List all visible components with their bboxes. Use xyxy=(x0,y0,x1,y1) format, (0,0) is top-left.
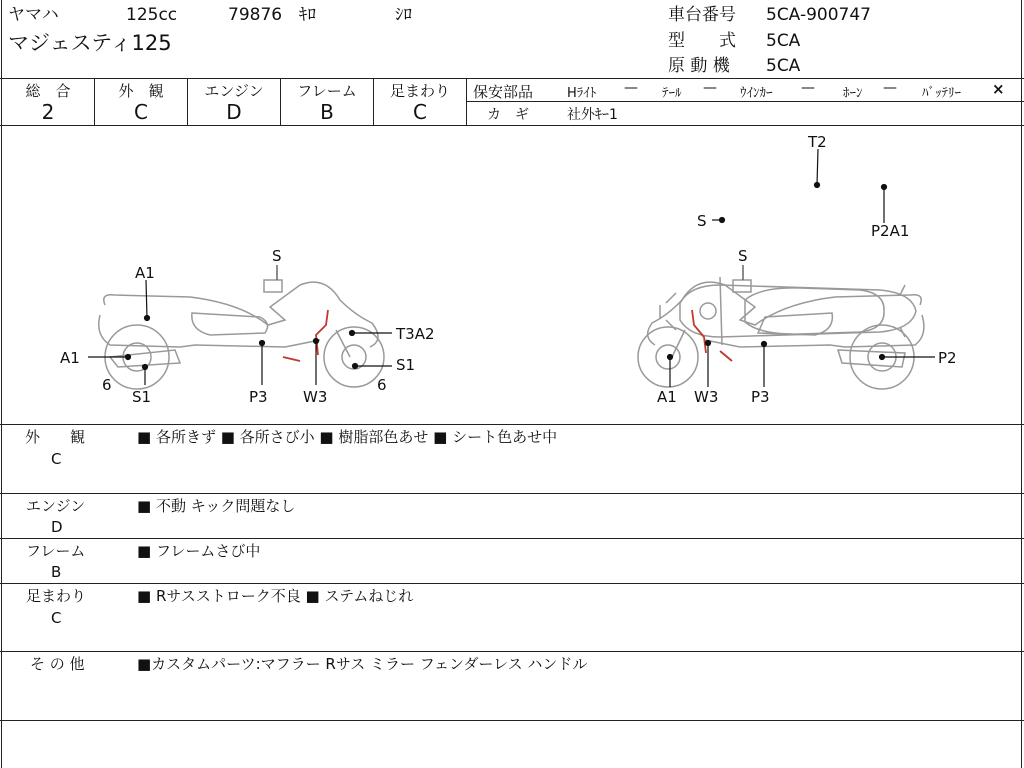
divider-remark-2 xyxy=(0,538,1024,539)
mileage-unit: ｷﾛ xyxy=(299,5,316,25)
label-top-T2: T2 xyxy=(808,133,827,151)
overall-label: 総 合 xyxy=(25,82,71,100)
frame-no-label: 車台番号 xyxy=(668,5,736,25)
engine-type-label: 原 動 機 xyxy=(668,56,730,76)
label-left-S: S xyxy=(272,247,282,265)
frame-no-value: 5CA-900747 xyxy=(766,5,871,25)
overall-grade: 2 xyxy=(41,100,55,124)
divider-remark-3 xyxy=(0,583,1024,584)
remark-frame-text: ■ フレームさび中 xyxy=(137,542,261,560)
label-right-A1: A1 xyxy=(657,388,677,406)
left-damage-mark-2 xyxy=(283,357,300,361)
divider-remark-5 xyxy=(0,720,1024,721)
maker-name: ヤマハ xyxy=(8,5,59,25)
engine-label: エンジン xyxy=(204,82,264,100)
type-label: 型 式 xyxy=(668,31,736,51)
taillight-status: — xyxy=(703,80,717,96)
damage-diagram xyxy=(0,125,1024,425)
safety-parts-label: 保安部品 xyxy=(473,83,534,101)
exterior-label: 外 観 xyxy=(118,82,164,100)
label-left-6a: 6 xyxy=(102,376,112,394)
label-left-A1-top: A1 xyxy=(135,264,155,282)
horn-status: — xyxy=(883,80,897,96)
label-top-P2A1: P2A1 xyxy=(871,222,910,240)
engine-grade: D xyxy=(226,100,242,124)
label-left-T3A2: T3A2 xyxy=(396,325,435,343)
right-damage-mark-2 xyxy=(720,351,732,361)
remark-other-label: そ の 他 xyxy=(30,655,85,673)
divider-remark-4 xyxy=(0,651,1024,652)
key-label: カ ギ xyxy=(487,107,529,123)
remark-suspension-text: ■ Rサスストローク不良 ■ ステムねじれ xyxy=(137,587,414,605)
remark-suspension-grade: C xyxy=(51,609,62,627)
type-value: 5CA xyxy=(766,31,801,51)
left-view-scooter xyxy=(99,280,384,389)
headlight-status: — xyxy=(624,80,638,96)
label-left-S1-bottom: S1 xyxy=(132,388,152,406)
remark-frame-label: フレーム xyxy=(26,542,86,560)
label-top-S: S xyxy=(697,212,707,230)
remark-other-text: ■カスタムパーツ:マフラー Rサス ミラー フェンダーレス ハンドル xyxy=(137,655,588,673)
label-right-P2: P2 xyxy=(938,349,957,367)
divider-header xyxy=(0,78,1024,79)
label-right-P3: P3 xyxy=(751,388,770,406)
remark-frame-grade: B xyxy=(51,563,62,581)
label-right-W3: W3 xyxy=(694,388,719,406)
label-left-6b: 6 xyxy=(377,376,387,394)
remark-engine-grade: D xyxy=(51,518,63,536)
left-damage-mark-1 xyxy=(316,310,328,355)
safety-row-divider xyxy=(466,101,1024,102)
battery-status: × xyxy=(992,80,1005,98)
frame-label: フレーム xyxy=(297,82,357,100)
battery-label: ﾊﾞｯﾃﾘｰ xyxy=(922,86,961,101)
remark-exterior-grade: C xyxy=(51,450,62,468)
divider-remark-1 xyxy=(0,493,1024,494)
color-value: ｼﾛ xyxy=(395,5,412,25)
right-view-scooter xyxy=(638,280,924,389)
remark-exterior-label: 外 観 xyxy=(25,428,86,446)
winker-label: ｳｲﾝｶｰ xyxy=(740,86,773,101)
mileage: 79876 xyxy=(228,5,283,25)
label-left-P3: P3 xyxy=(249,388,268,406)
remark-suspension-label: 足まわり xyxy=(26,587,87,605)
model-name: マジェスティ125 xyxy=(8,31,172,55)
suspension-grade: C xyxy=(413,100,427,124)
remark-engine-text: ■ 不動 キック問題なし xyxy=(137,497,296,515)
winker-status: — xyxy=(801,80,815,96)
exterior-grade: C xyxy=(134,100,148,124)
right-damage-mark-1 xyxy=(692,310,706,353)
engine-type-value: 5CA xyxy=(766,56,801,76)
taillight-label: ﾃｰﾙ xyxy=(662,86,682,101)
remark-engine-label: エンジン xyxy=(26,497,86,515)
horn-label: ﾎｰﾝ xyxy=(843,86,863,101)
suspension-label: 足まわり xyxy=(389,82,450,100)
displacement: 125cc xyxy=(126,5,178,25)
label-right-S: S xyxy=(738,247,748,265)
key-value: 社外ｷｰ1 xyxy=(567,107,618,123)
label-left-W3: W3 xyxy=(303,388,328,406)
frame-grade: B xyxy=(320,100,334,124)
headlight-label: Hﾗｲﾄ xyxy=(567,86,597,101)
label-left-S1-right: S1 xyxy=(396,356,416,374)
remark-exterior-text: ■ 各所きず ■ 各所さび小 ■ 樹脂部色あせ ■ シート色あせ中 xyxy=(137,428,558,446)
label-left-A1-side: A1 xyxy=(60,349,80,367)
